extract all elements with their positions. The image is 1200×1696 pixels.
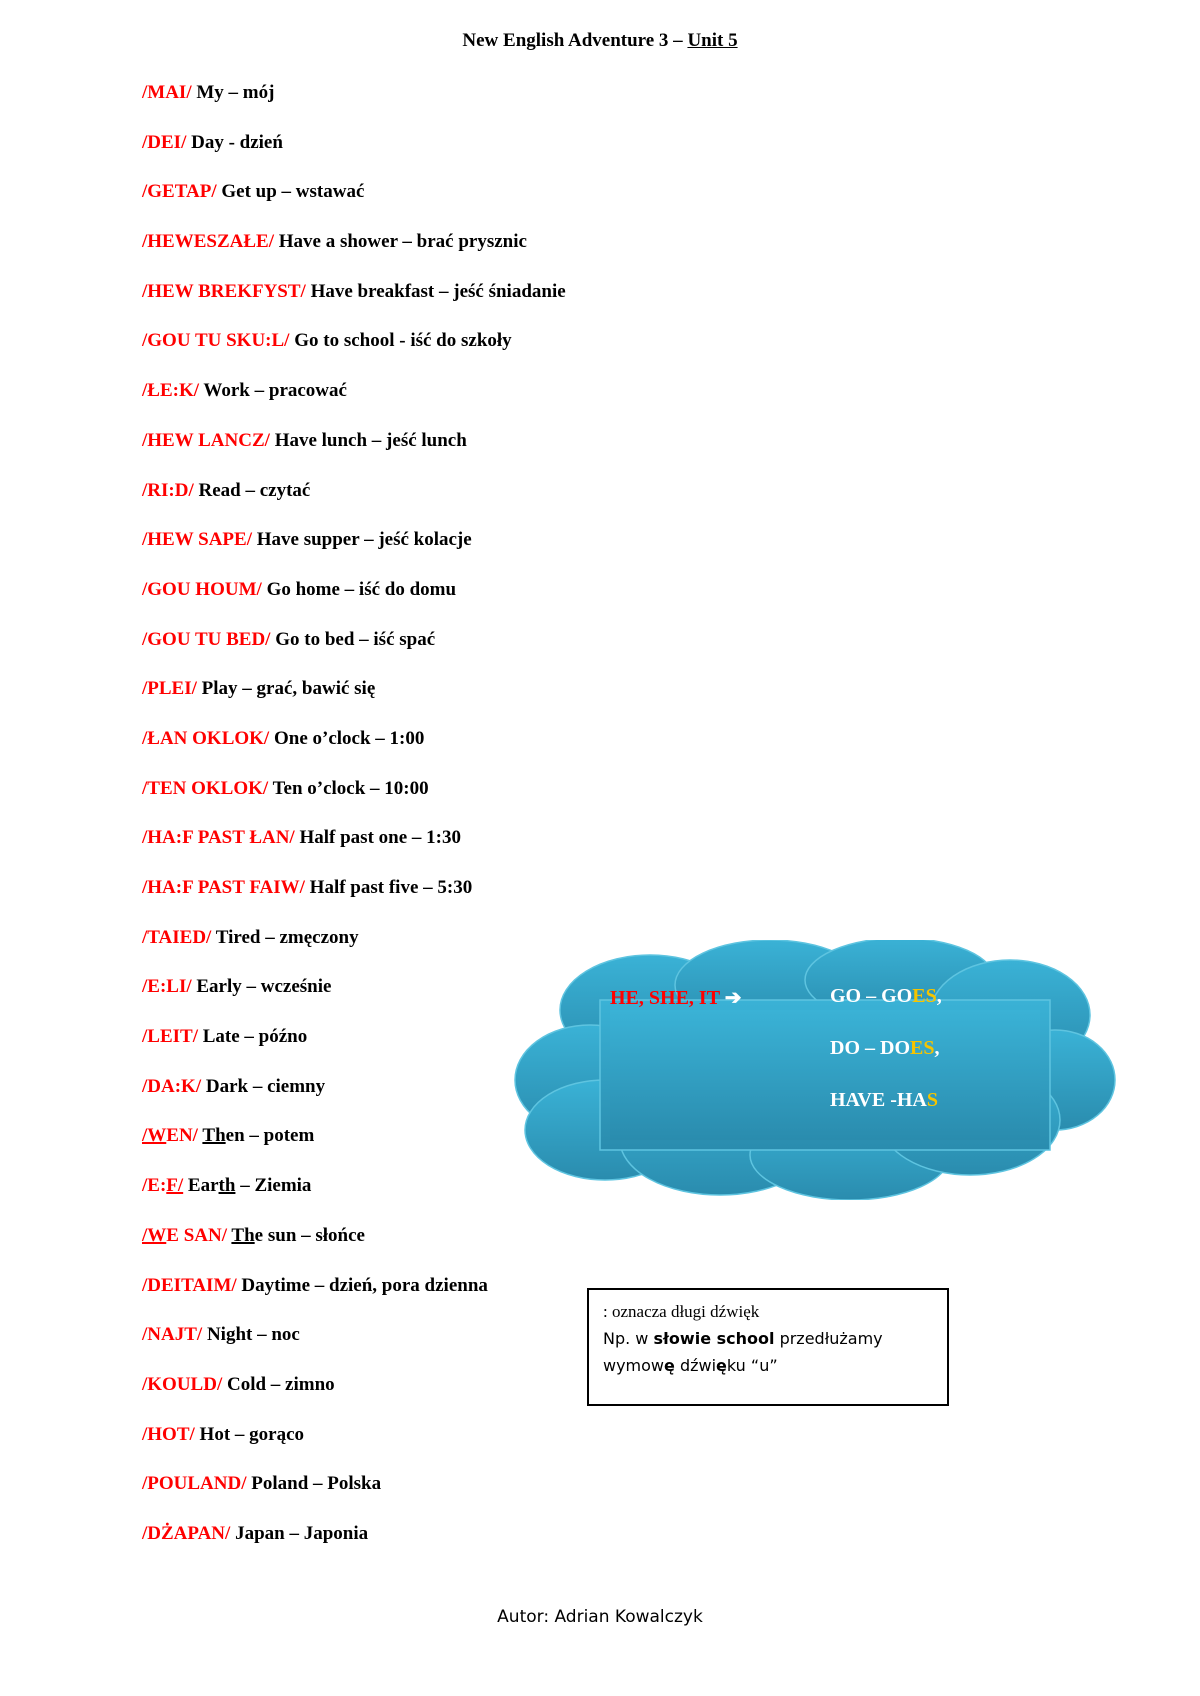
vocab-item — [142, 227, 566, 277]
vocab-item — [142, 128, 566, 178]
pronunciation: /GETAP/ — [142, 181, 217, 203]
vocab-item — [142, 1271, 566, 1321]
pronunciation: /TEN OKLOK/ — [142, 777, 269, 799]
translation: Daytime – dzień, pora dzienna — [236, 1274, 488, 1296]
vocab-item — [142, 923, 566, 973]
pronunciation: /E:LI/ — [142, 976, 192, 998]
translation: Have supper – jeść kolacje — [251, 529, 472, 551]
translation: Play – grać, bawić się — [196, 678, 376, 700]
verb-rules — [830, 985, 942, 1141]
pronunciation: /HEWESZAŁE/ — [142, 231, 274, 253]
pronunciation: /NAJT/ — [142, 1324, 203, 1346]
pronunciation: /HA:F PAST FAIW/ — [142, 877, 305, 898]
translation: en – potem — [225, 1125, 315, 1147]
translation-underlined: Th — [231, 1224, 255, 1246]
vocab-item — [142, 873, 566, 923]
translation: Poland – Polska — [246, 1473, 382, 1495]
pronunciation: /ŁAN OKLOK/ — [142, 727, 270, 749]
pronunciation: /MAI/ — [142, 82, 192, 103]
pronunciation: /LEIT/ — [142, 1026, 198, 1048]
note-text: wymow — [603, 1356, 665, 1375]
vocab-item — [142, 1022, 566, 1072]
page-title — [0, 30, 1200, 52]
pronunciation: /KOULD/ — [142, 1373, 223, 1395]
translation: Day - dzień — [186, 131, 283, 153]
vocab-item — [142, 1072, 566, 1122]
rule-base: GO – GO — [830, 985, 913, 1007]
vocab-item — [142, 823, 566, 873]
translation: Go home – iść do domu — [261, 578, 457, 600]
vocab-item — [142, 774, 566, 824]
translation: – Ziemia — [235, 1175, 312, 1197]
cloud-shape — [510, 940, 1120, 1200]
translation: Cold – zimno — [222, 1373, 335, 1395]
translation: Ear — [187, 1175, 219, 1197]
pronunciation: /HEW SAPE/ — [142, 529, 252, 551]
translation: My – mój — [191, 82, 275, 103]
pronunciation-underlined: F/ — [166, 1175, 184, 1197]
translation: Early – wcześnie — [191, 976, 332, 998]
title-text: New English Adventure 3 – — [462, 30, 688, 51]
pronunciation: /ŁE:K/ — [142, 380, 200, 402]
pronunciation: /HA:F PAST ŁAN/ — [142, 827, 295, 849]
rule-ending: ES — [910, 1037, 935, 1059]
vocab-item — [142, 674, 566, 724]
vocab-item — [142, 625, 566, 675]
translation: Work – pracować — [199, 380, 347, 402]
pronunciation: /POULAND/ — [142, 1473, 247, 1495]
vocab-item — [142, 277, 566, 327]
pronunciation: /DEI/ — [142, 131, 187, 153]
vocab-item — [142, 1320, 566, 1370]
rule-ending: ES — [912, 985, 937, 1007]
vocab-item — [142, 1519, 566, 1569]
note-line-1: : oznacza długi dźwięk — [603, 1302, 760, 1321]
rule-base: HAVE -HA — [830, 1089, 927, 1111]
vocab-item — [142, 972, 566, 1022]
translation: e sun – słońce — [254, 1224, 365, 1246]
pronunciation: /PLEI/ — [142, 678, 197, 700]
vocab-item — [142, 1469, 566, 1519]
note-line-2 — [603, 1325, 933, 1352]
translation: Japan – Japonia — [230, 1522, 369, 1544]
pronunciation: /HOT/ — [142, 1423, 195, 1445]
translation: Hot – gorąco — [194, 1423, 305, 1445]
vocab-item — [142, 724, 566, 774]
vocab-item — [142, 177, 566, 227]
vocab-item — [142, 1370, 566, 1420]
rule-go — [830, 985, 942, 1037]
pronunciation: /HEW BREKFYST/ — [142, 280, 306, 302]
pronunciation: /HEW LANCZ/ — [142, 429, 270, 451]
pronunciation-underlined: /W — [142, 1224, 167, 1246]
pronunciation: /DŻAPAN/ — [142, 1522, 231, 1544]
translation: Read – czytać — [193, 479, 311, 501]
pronunciation-underlined: /W — [142, 1125, 167, 1147]
translation: Have a shower – brać prysznic — [274, 231, 527, 253]
vocab-item — [142, 1121, 566, 1171]
subject-text: HE, SHE, IT — [610, 987, 725, 1009]
translation: Get up – wstawać — [216, 181, 365, 203]
translation-underlined: Th — [202, 1125, 226, 1147]
rule-base: DO – DO — [830, 1037, 910, 1059]
pronunciation: EN/ — [166, 1125, 198, 1147]
translation: Half past one – 1:30 — [294, 827, 461, 849]
translation: Have lunch – jeść lunch — [269, 429, 467, 451]
rule-have — [830, 1089, 942, 1141]
vocab-item — [142, 1171, 566, 1221]
note-box — [587, 1288, 949, 1406]
vocab-item — [142, 525, 566, 575]
note-bold: ę — [716, 1356, 727, 1375]
note-text: Np. w — [603, 1329, 654, 1348]
translation: Go to school - iść do szkoły — [289, 330, 512, 352]
translation: Late – późno — [197, 1026, 308, 1048]
translation: Dark – ciemny — [201, 1075, 326, 1097]
rule-tail: , — [934, 1037, 940, 1059]
vocab-item — [142, 1420, 566, 1470]
translation: Have breakfast – jeść śniadanie — [305, 280, 566, 302]
grammar-cloud — [510, 940, 1120, 1200]
pronunciation: /DA:K/ — [142, 1075, 202, 1097]
note-text: dźwi — [674, 1356, 717, 1375]
vocab-item — [142, 78, 566, 128]
pronunciation: /E: — [142, 1175, 167, 1197]
pronunciation: /DEITAIM/ — [142, 1274, 237, 1296]
vocab-item — [142, 575, 566, 625]
pronunciation: /RI:D/ — [142, 479, 194, 501]
translation: Night – noc — [202, 1324, 300, 1346]
rule-ending: S — [926, 1089, 938, 1111]
translation: Tired – zmęczony — [211, 926, 359, 948]
vocab-item — [142, 326, 566, 376]
note-bold: ę — [664, 1356, 675, 1375]
translation: Half past five – 5:30 — [304, 877, 473, 898]
translation: One o’clock – 1:00 — [269, 727, 425, 749]
vocab-item — [142, 376, 566, 426]
translation-underlined: th — [218, 1175, 236, 1197]
rule-do — [830, 1037, 942, 1089]
vocabulary-list — [142, 78, 566, 1569]
translation: Ten o’clock – 10:00 — [268, 777, 429, 799]
author-footer: Autor: Adrian Kowalczyk — [497, 1607, 703, 1627]
arrow-right-icon: ➔ — [724, 987, 742, 1009]
pronunciation: E SAN/ — [166, 1224, 227, 1246]
vocab-item — [142, 476, 566, 526]
vocab-item — [142, 1221, 566, 1271]
pronunciation: /TAIED/ — [142, 926, 212, 948]
vocab-item — [142, 426, 566, 476]
pronunciation: /GOU TU BED/ — [142, 628, 271, 650]
rule-tail: , — [936, 985, 942, 1007]
subject-label — [610, 985, 741, 1010]
note-line-3 — [603, 1352, 933, 1379]
note-bold: słowie school — [653, 1329, 775, 1348]
translation: Go to bed – iść spać — [270, 628, 436, 650]
pronunciation: /GOU TU SKU:L/ — [142, 330, 290, 352]
pronunciation: /GOU HOUM/ — [142, 578, 262, 600]
note-text: przedłużamy — [774, 1329, 883, 1348]
note-text: ku “u” — [726, 1356, 778, 1375]
unit-label: Unit 5 — [687, 30, 738, 51]
